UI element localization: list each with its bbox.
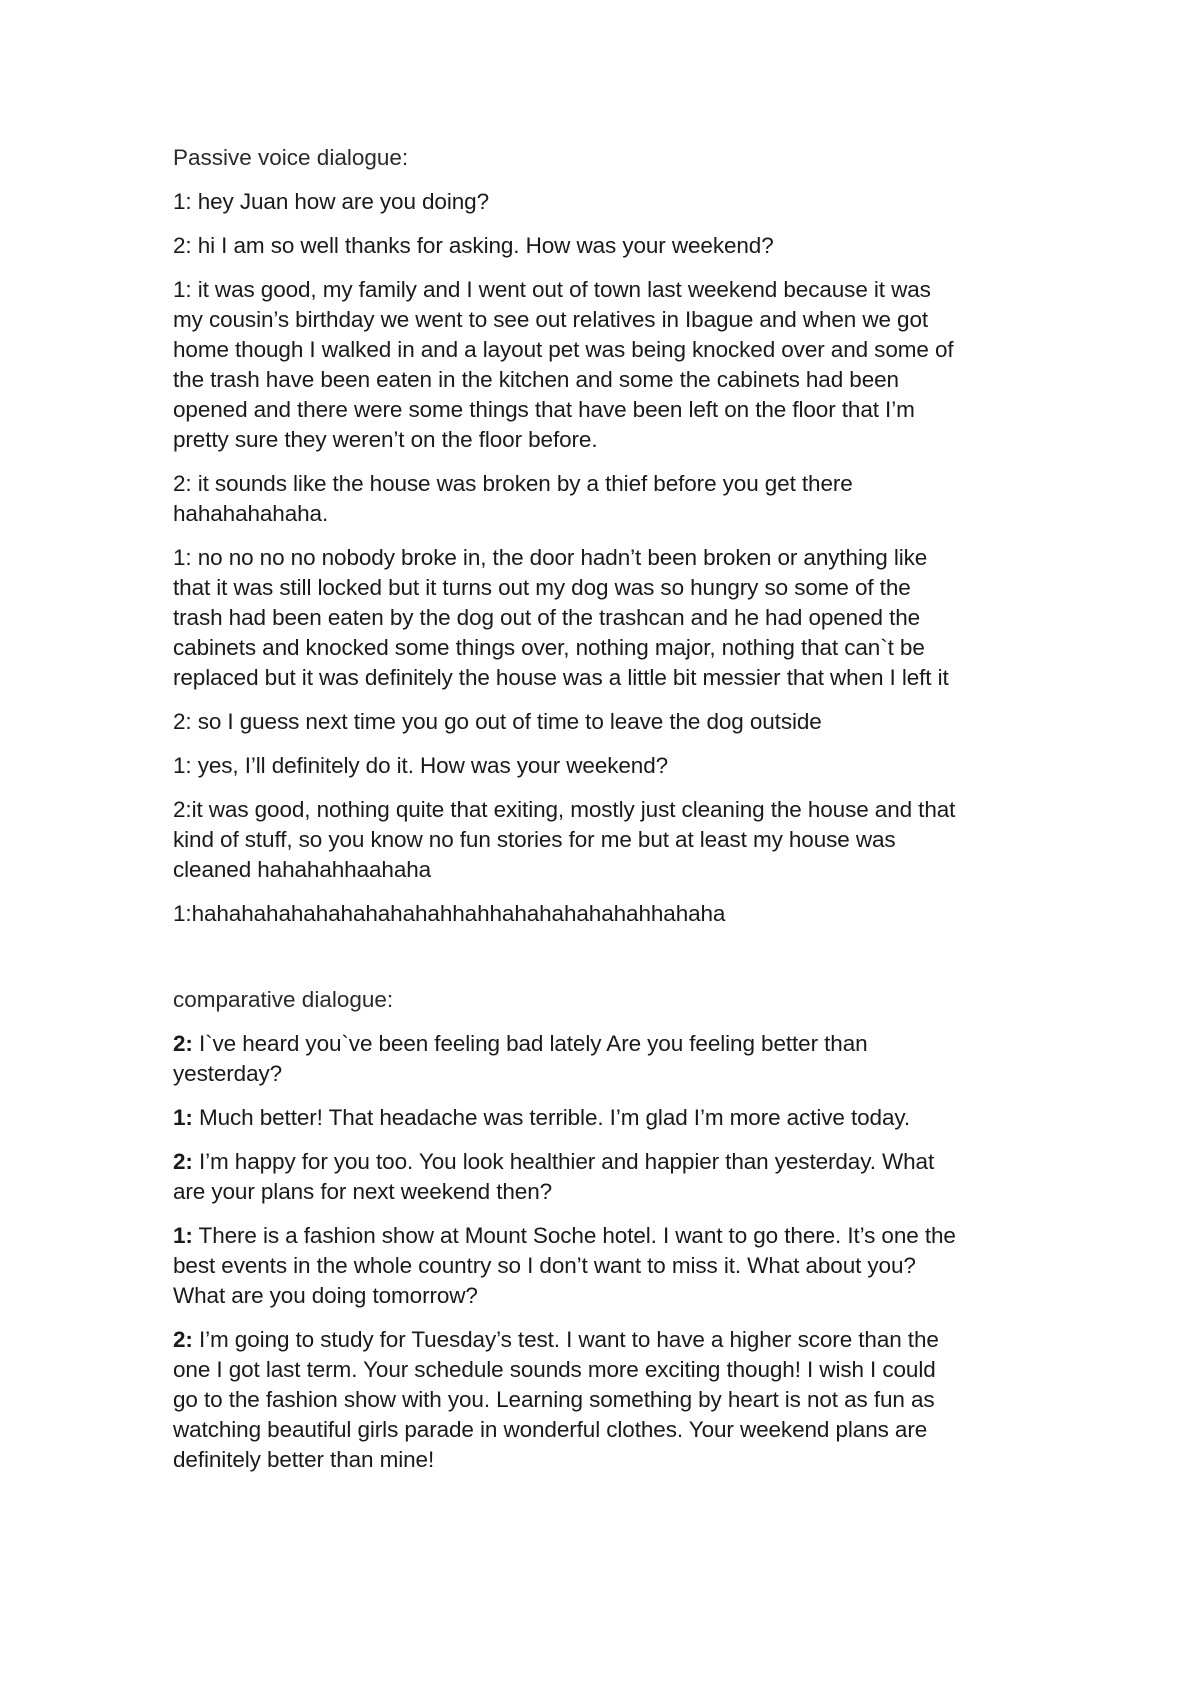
dialogue-turn: [173, 1221, 1043, 1311]
dialogue-line: replaced but it was definitely the house was a little bit messier that when I left it: [173, 665, 949, 690]
speaker-label: 1:: [173, 1105, 193, 1130]
dialogue-turn: [173, 1147, 1043, 1207]
speaker-label: 2:: [173, 1031, 193, 1056]
dialogue-turn: [173, 707, 1043, 737]
speaker-label: 2:: [173, 1149, 193, 1174]
speaker-label: 1:: [173, 1223, 193, 1248]
dialogue-line: [173, 1325, 1043, 1355]
dialogue-text: Much better! That headache was terrible. I’m glad I’m more active today.: [192, 1105, 911, 1130]
dialogue-line: home though I walked in and a layout pet was being knocked over and some of: [173, 337, 954, 362]
dialogue-line: [173, 1029, 1043, 1059]
dialogue-line: definitely better than mine!: [173, 1447, 435, 1472]
dialogue-line: 2: hi I am so well thanks for asking. How was your weekend?: [173, 233, 774, 258]
dialogue-line: [173, 1147, 1043, 1177]
dialogue-line: yesterday?: [173, 1061, 283, 1086]
dialogue-turn: [173, 751, 1043, 781]
dialogue-turn: [173, 1029, 1043, 1089]
dialogue-line: hahahahahaha.: [173, 501, 329, 526]
comparative-heading: comparative dialogue:: [173, 987, 394, 1012]
dialogue-line: kind of stuff, so you know no fun stories for me but at least my house was: [173, 827, 896, 852]
dialogue-line: best events in the whole country so I don’t want to miss it. What about you?: [173, 1253, 916, 1278]
dialogue-line: are your plans for next weekend then?: [173, 1179, 553, 1204]
dialogue-line: 2:it was good, nothing quite that exiting, mostly just cleaning the house and that: [173, 797, 956, 822]
dialogue-line: trash had been eaten by the dog out of the trashcan and he had opened the: [173, 605, 921, 630]
dialogue-line: pretty sure they weren’t on the floor before.: [173, 427, 598, 452]
dialogue-line: 2: so I guess next time you go out of time to leave the dog outside: [173, 709, 822, 734]
section-spacer: [173, 943, 1043, 985]
dialogue-line: 1:hahahahahahahahahahahhahhahahahahahahhahaha: [173, 901, 726, 926]
document-page: [173, 143, 1043, 1489]
dialogue-line: 1: hey Juan how are you doing?: [173, 189, 489, 214]
dialogue-line: that it was still locked but it turns out my dog was so hungry so some of the: [173, 575, 911, 600]
dialogue-line: cabinets and knocked some things over, nothing major, nothing that can`t be: [173, 635, 925, 660]
dialogue-turn: [173, 899, 1043, 929]
dialogue-line: 1: it was good, my family and I went out of town last weekend because it was: [173, 277, 931, 302]
dialogue-turn: [173, 1325, 1043, 1475]
dialogue-turn: [173, 1103, 1043, 1133]
dialogue-line: 1: yes, I’ll definitely do it. How was your weekend?: [173, 753, 669, 778]
dialogue-line: one I got last term. Your schedule sounds more exciting though! I wish I could: [173, 1357, 936, 1382]
dialogue-turn: [173, 795, 1043, 885]
dialogue-line: watching beautiful girls parade in wonderful clothes. Your weekend plans are: [173, 1417, 928, 1442]
dialogue-line: opened and there were some things that have been left on the floor that I’m: [173, 397, 915, 422]
dialogue-line: the trash have been eaten in the kitchen and some the cabinets had been: [173, 367, 899, 392]
dialogue-line: [173, 1103, 1043, 1133]
dialogue-text: I`ve heard you`ve been feeling bad lately Are you feeling better than: [192, 1031, 868, 1056]
dialogue-line: 1: no no no no nobody broke in, the door hadn’t been broken or anything like: [173, 545, 928, 570]
dialogue-line: go to the fashion show with you. Learning something by heart is not as fun as: [173, 1387, 935, 1412]
dialogue-turn: [173, 543, 1043, 693]
passive-heading: Passive voice dialogue:: [173, 145, 409, 170]
dialogue-text: There is a fashion show at Mount Soche hotel. I want to go there. It’s one the: [192, 1223, 956, 1248]
dialogue-line: [173, 1221, 1043, 1251]
dialogue-line: my cousin’s birthday we went to see out relatives in Ibague and when we got: [173, 307, 929, 332]
dialogue-text: I’m going to study for Tuesday’s test. I want to have a higher score than the: [192, 1327, 939, 1352]
speaker-label: 2:: [173, 1327, 193, 1352]
dialogue-text: I’m happy for you too. You look healthier and happier than yesterday. What: [192, 1149, 935, 1174]
dialogue-turn: [173, 187, 1043, 217]
dialogue-line: 2: it sounds like the house was broken by a thief before you get there: [173, 471, 853, 496]
dialogue-turn: [173, 275, 1043, 455]
dialogue-line: What are you doing tomorrow?: [173, 1283, 478, 1308]
dialogue-turn: [173, 231, 1043, 261]
dialogue-turn: [173, 469, 1043, 529]
dialogue-line: cleaned hahahahhaahaha: [173, 857, 432, 882]
